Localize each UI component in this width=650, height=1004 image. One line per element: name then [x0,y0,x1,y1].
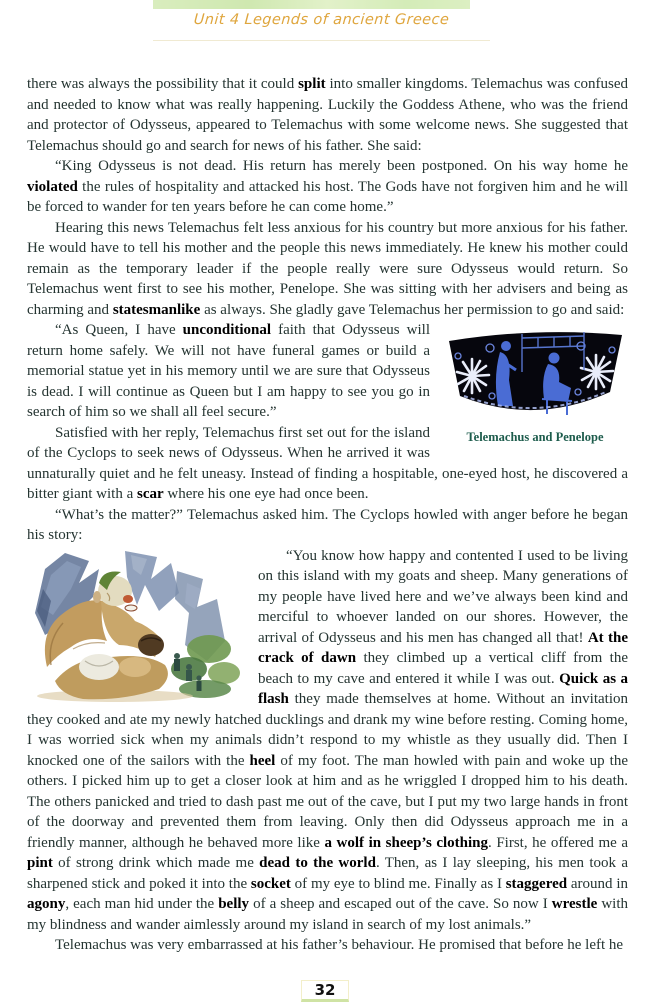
paragraph: “What’s the matter?” Telemachus asked him. The Cyclops howled with anger before he began his story: [27,506,628,543]
paragraph: “King Odysseus is not dead. His return has merely been postponed. On his way home he violated the rules of hospitality and attacked his host. The Gods have not forgiven him and he will be forced to wander for ten years before he can come home.” [27,158,628,215]
greek-vase-painting-image [442,322,628,426]
cyclops-figure [27,549,248,703]
page-footer [0,980,650,1002]
cyclops-illustration-image [27,549,248,703]
paragraph: Hearing this news Telemachus felt less anxious for his country but more anxious for his father. He would have to tell his mother and the people this news immediately. He knew his mother could remain as the temporary leader if the people really were sure Odysseus would return. So Telemachus went first to see his mother, Penelope. She was sitting with her advisers and being as charming and statesmanlike as always. She gladly gave Telemachus her permission to go and said: [27,219,628,318]
paragraph: there was always the possibility that it could split into smaller kingdoms. Telemachus was confused and needed to know what was really happening. Luckily the Goddess Athene, who was the friend and protector of Odysseus, appeared to Telemachus with some welcome news. She suggested that Telemachus should go and search for news of his father. She said: [27,76,628,154]
unit-title: Unit 4 Legends of ancient Greece [193,12,450,28]
page-number: 32 [301,980,350,1002]
vase-figure-caption: Telemachus and Penelope [466,430,604,444]
unit-header [153,0,490,41]
paragraph: “You know how happy and contented I used to be living on this island with my goats and sheep. Many generations of my people have lived here and we’ve always been kind and merciful to whoever landed on our shores. However, the arrival of Odysseus and his men has changed all that! At the crack of dawn they climbed up a vertical cliff from the beach to my cave and entered it while I was out. Quick as a flash they made themselves at home. Without an invitation they cooked and ate my newly hatched ducklings and drank my wine before resting. Coming home, I was worried sick when my animals didn’t respond to my whistle as they usually did. Then I knocked one of the sailors with the heel of my foot. The man howled with pain and woke up the others. I picked him up to get a closer look at him and as he wriggled I dropped him to his death. The others panicked and tried to dash past me out of the cave, but I put my two large hands in front of the doorway and prevented them from leaving. Only then did Odysseus approach me in a friendly manner, although he behaved more like a wolf in sheep’s clothing. First, he offered me a pint of strong drink which made me dead to the world. Then, as I lay sleeping, his men took a sharpened stick and poked it into the socket of my eye to blind me. Finally as I staggered around in agony, each man hid under the belly of a sheep and escaped out of the cave. So now I wrestle with my blindness and wander aimlessly around my island in search of my lost animals.” [27,547,629,933]
header-decorative-band [153,0,470,9]
paragraph: Telemachus was very embarrassed at his father’s behaviour. He promised that before he left he [55,937,624,953]
vase-figure [442,322,628,444]
paragraph: “As Queen, I have unconditional faith that Odysseus will return home safely. We will not have funeral games or build a memorial statue yet in his memory until we are sure that Odysseus is dead. I will continue as Queen but I am happy to see you go in search of him so we shall all feel secure.” [27,322,430,420]
reading-passage [27,74,628,956]
paragraph: Satisfied with her reply, Telemachus first set out for the island of the Cyclops to seek news of Odysseus. When he arrived it was unnaturally quiet and he felt uneasy. Instead of finding a hospitable, one-eyed host, he discovered a bitter giant with a scar where his one eye had once been. [27,424,628,502]
